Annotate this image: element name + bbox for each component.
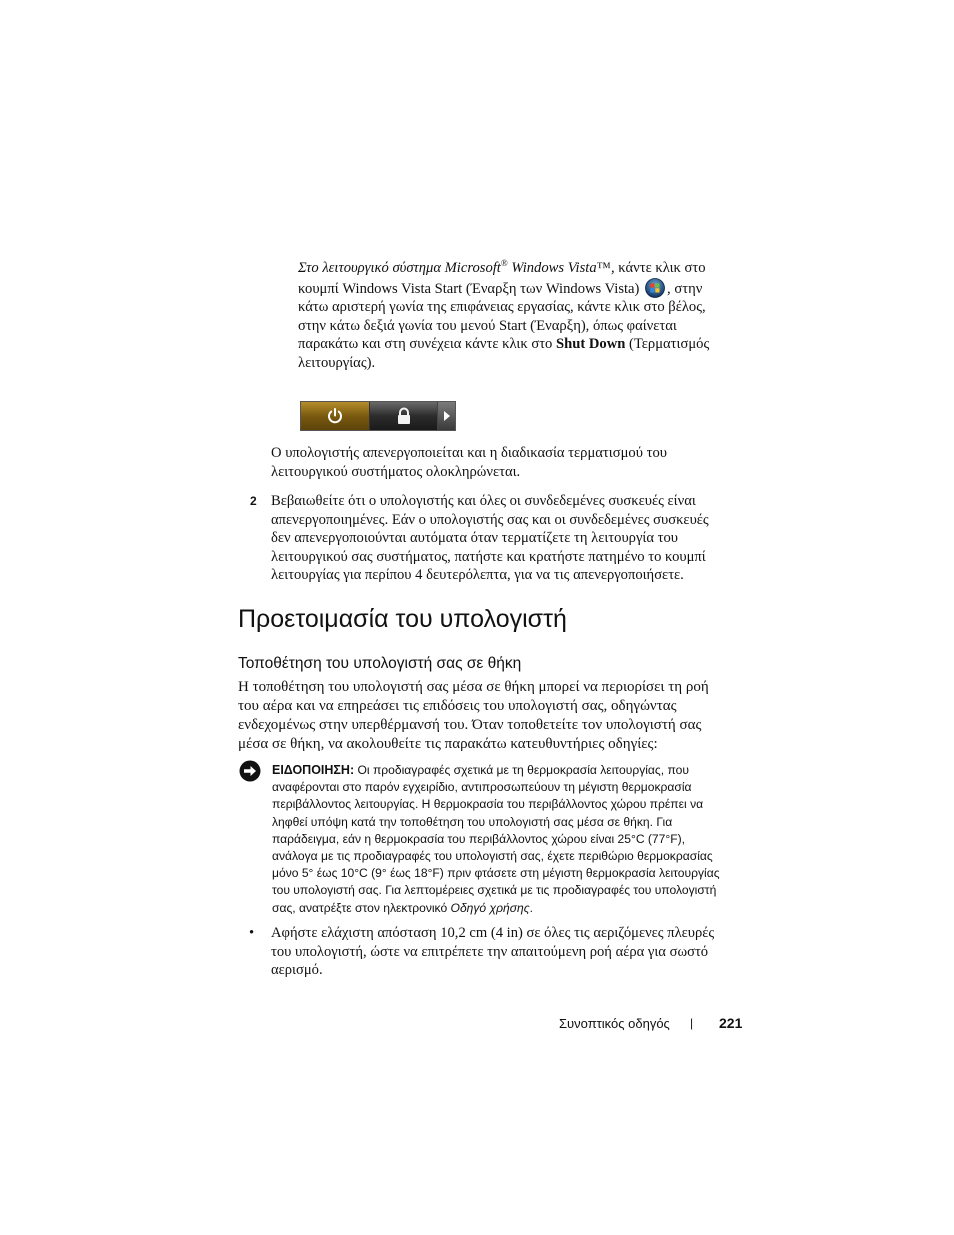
notice-line: παράδειγμα, εάν η θερμοκρασία του περιβάλλοντος χώρου είναι 25°C (77°F),: [272, 831, 685, 846]
paragraph-line: λειτουργικού συστήματος ολοκληρώνεται.: [271, 463, 521, 480]
footer-title: Συνοπτικός οδηγός: [559, 1016, 670, 1031]
paragraph-line: λειτουργίας).: [298, 354, 376, 371]
page-number: 221: [719, 1015, 743, 1031]
paragraph-line: κάτω αριστερή γωνία της επιφάνειας εργασίας, κάντε κλικ στο βέλος,: [298, 299, 706, 316]
shut-down-bold: Shut Down: [556, 336, 626, 353]
shutdown-options-arrow-button[interactable]: [438, 402, 455, 430]
lock-button[interactable]: [370, 402, 438, 430]
notice-line: αναφέρονται στο παρόν εγχειρίδιο, αντιπροσωπεύουν τη μέγιστη θερμοκρασία: [272, 780, 692, 795]
text-fragment: παρακάτω και στη συνέχεια κάντε κλικ στο: [298, 336, 557, 353]
text-fragment: , στην: [667, 280, 703, 297]
paragraph-line: στην κάτω δεξιά γωνία του μενού Start (Έναρξη), όπως φαίνεται: [298, 317, 677, 334]
notice-line: ληφθεί υπόψη κατά την τοποθέτηση του υπολογιστή σας μέσα σε θήκη. Για: [272, 814, 673, 829]
step-2-paragraph: [271, 492, 709, 585]
paragraph-line: λειτουργικού σας συστήματος, πατήστε και κρατήστε πατημένο το κουμπί: [271, 548, 706, 565]
bullet-item: [271, 924, 714, 980]
os-name-italic: Στο λειτουργικό σύστημα Microsoft: [298, 260, 501, 276]
notice-line: Οι προδιαγραφές σχετικά με τη θερμοκρασία λειτουργίας, που: [354, 763, 689, 777]
section-heading: Προετοιμασία του υπολογιστή: [238, 605, 567, 633]
notice-line: του υπολογιστή σας. Για λεπτομέρειες σχετικά με τις προδιαγραφές του υπολογιστή: [272, 883, 717, 898]
paragraph-line: Η τοποθέτηση του υπολογιστή σας μέσα σε θήκη μπορεί να περιορίσει τη ροή: [238, 679, 709, 695]
shutdown-result-paragraph: [271, 444, 667, 481]
step-number: 2: [250, 494, 257, 508]
vista-name-italic: Windows Vista: [507, 260, 597, 276]
notice-label: ΕΙΔΟΠΟΙΗΣΗ:: [272, 763, 355, 777]
text-fragment: (Τερματισμός: [625, 336, 710, 353]
footer-separator: |: [690, 1016, 694, 1030]
windows-start-icon: [645, 278, 665, 298]
power-icon: [326, 407, 344, 425]
paragraph-line: μέσα σε θήκη, να ακολουθείτε τις παρακάτω κατευθυντήριες οδηγίες:: [238, 736, 658, 752]
text-fragment: .: [529, 900, 534, 915]
text-fragment: ™, κάντε κλικ στο: [596, 260, 706, 276]
start-menu-shutdown-bar: [300, 401, 456, 431]
paragraph-line: Ο υπολογιστής απενεργοποιείται και η διαδικασία τερματισμού του: [271, 445, 667, 461]
body-paragraph: [238, 678, 709, 754]
paragraph-line: Βεβαιωθείτε ότι ο υπολογιστής και όλες οι συνδεδεμένες συσκευές είναι: [271, 493, 696, 509]
text-fragment: κουμπί Windows Vista Start (Έναρξη των Windows Vista): [298, 280, 644, 297]
notice-line: μόνο 5° έως 10°C (9° έως 18°F) πριν φτάσετε στη μέγιστη θερμοκρασία λειτουργίας: [272, 866, 720, 881]
paragraph-line: απενεργοποιημένες. Εάν ο υπολογιστής σας και οι συνδεδεμένες συσκευές: [271, 511, 709, 528]
registered-mark: ®: [500, 258, 508, 268]
paragraph-line: λειτουργίας για περίπου 4 δευτερόλεπτα, για να τις απενεργοποιήσετε.: [271, 567, 684, 584]
power-button[interactable]: [301, 402, 370, 430]
user-guide-link-text: Οδηγό χρήσης: [450, 900, 530, 915]
notice-line: ανάλογα με τις προδιαγραφές του υπολογιστή σας, έχετε περιθώριο θερμοκρασίας: [272, 849, 713, 864]
subsection-heading: Τοποθέτηση του υπολογιστή σας σε θήκη: [238, 655, 522, 672]
arrow-right-icon: [443, 411, 451, 421]
paragraph-line: ενδεχομένως στην υπερθέρμανσή του. Όταν τοποθετείτε τον υπολογιστή σας: [238, 717, 702, 733]
notice-line: περιβάλλοντος λειτουργίας. Η θερμοκρασία του περιβάλλοντος χώρου πρέπει να: [272, 797, 704, 812]
vista-shutdown-paragraph: [298, 259, 738, 373]
paragraph-line: αερισμό.: [271, 962, 323, 979]
paragraph-line: του υπολογιστή, ώστε να επιτρέπετε την απαιτούμενη ροή αέρα για σωστό: [271, 943, 709, 960]
lock-icon: [396, 407, 412, 425]
notice-icon: [239, 760, 261, 782]
bullet-symbol: •: [249, 925, 255, 941]
paragraph-line: Αφήστε ελάχιστη απόσταση 10,2 cm (4 in) σε όλες τις αεριζόμενες πλευρές: [271, 925, 715, 941]
notice-line: σας, ανατρέξτε στον ηλεκτρονικό: [272, 900, 451, 915]
notice-block: [272, 762, 720, 917]
paragraph-line: του αέρα και να επηρεάσει τις επιδόσεις του υπολογιστή σας, οδηγώντας: [238, 698, 677, 714]
paragraph-line: δεν απενεργοποιούνται αυτόματα όταν τερματίζετε τη λειτουργία του: [271, 530, 679, 547]
